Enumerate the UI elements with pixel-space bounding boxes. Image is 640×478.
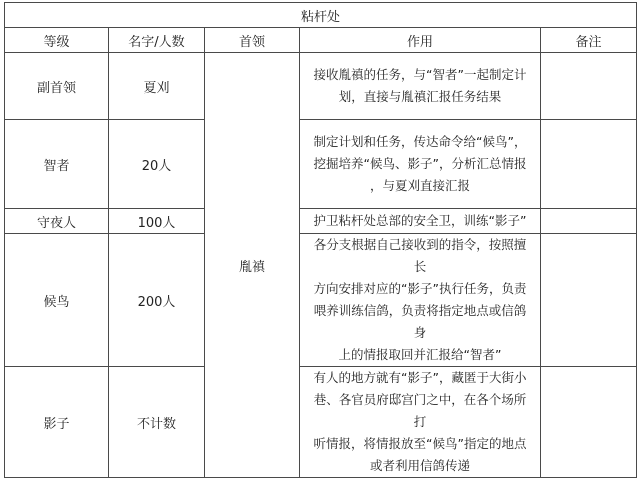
cell-name-count: 夏刈: [109, 53, 205, 120]
cell-name-count: 20人: [109, 120, 205, 209]
cell-note: [541, 120, 637, 209]
header-level: 等级: [5, 28, 109, 53]
cell-name-count: 200人: [109, 234, 205, 367]
header-leader: 首领: [205, 28, 300, 53]
cell-note: [541, 53, 637, 120]
table-row: [5, 367, 637, 478]
cell-role: [300, 209, 541, 234]
role-line: 制定计划和任务，传达命令给“候鸟”，: [313, 134, 527, 149]
title-row: [5, 3, 637, 28]
cell-name-count: 不计数: [109, 367, 205, 478]
cell-role: [300, 367, 541, 478]
table-row: [5, 53, 637, 120]
table-title: 粘杆处: [5, 3, 637, 28]
role-line: 有人的地方就有“影子”，藏匿于大街小: [313, 370, 527, 385]
cell-level: 副首领: [5, 53, 109, 120]
cell-note: [541, 367, 637, 478]
cell-role: [300, 234, 541, 367]
role-line: ，与夏刈直接汇报: [369, 178, 470, 193]
role-line: 听情报，将情报放至“候鸟”指定的地点: [313, 436, 527, 451]
cell-level: 影子: [5, 367, 109, 478]
header-row: [5, 28, 637, 53]
header-note: 备注: [541, 28, 637, 53]
cell-note: [541, 234, 637, 367]
cell-role: [300, 53, 541, 120]
role-line: 接收胤禛的任务，与“智者”一起制定计: [313, 67, 527, 82]
role-line: 方向安排对应的“影子”执行任务，负责: [313, 281, 527, 296]
cell-level: 智者: [5, 120, 109, 209]
role-line: 护卫粘杆处总部的安全卫，训练“影子”: [313, 213, 527, 228]
header-role: 作用: [300, 28, 541, 53]
org-table: [4, 2, 637, 478]
table-row: [5, 209, 637, 234]
cell-leader: 胤禛: [205, 53, 300, 478]
role-line: 巷、各官员府邸宫门之中，在各个场所打: [313, 392, 527, 429]
table-row: [5, 120, 637, 209]
role-line: 上的情报取回并汇报给“智者”: [338, 347, 502, 362]
role-line: 各分支根据自己接收到的指令，按照擅长: [313, 237, 527, 274]
cell-level: 守夜人: [5, 209, 109, 234]
header-name-count: 名字/人数: [109, 28, 205, 53]
table-row: [5, 234, 637, 367]
role-line: 或者利用信鸽传递: [369, 458, 470, 473]
cell-name-count: 100人: [109, 209, 205, 234]
cell-role: [300, 120, 541, 209]
role-line: 挖掘培养“候鸟、影子”，分析汇总情报: [313, 156, 527, 171]
cell-level: 候鸟: [5, 234, 109, 367]
cell-note: [541, 209, 637, 234]
role-line: 喂养训练信鸽，负责将指定地点或信鸽身: [313, 303, 527, 340]
role-line: 划，直接与胤禛汇报任务结果: [338, 89, 502, 104]
